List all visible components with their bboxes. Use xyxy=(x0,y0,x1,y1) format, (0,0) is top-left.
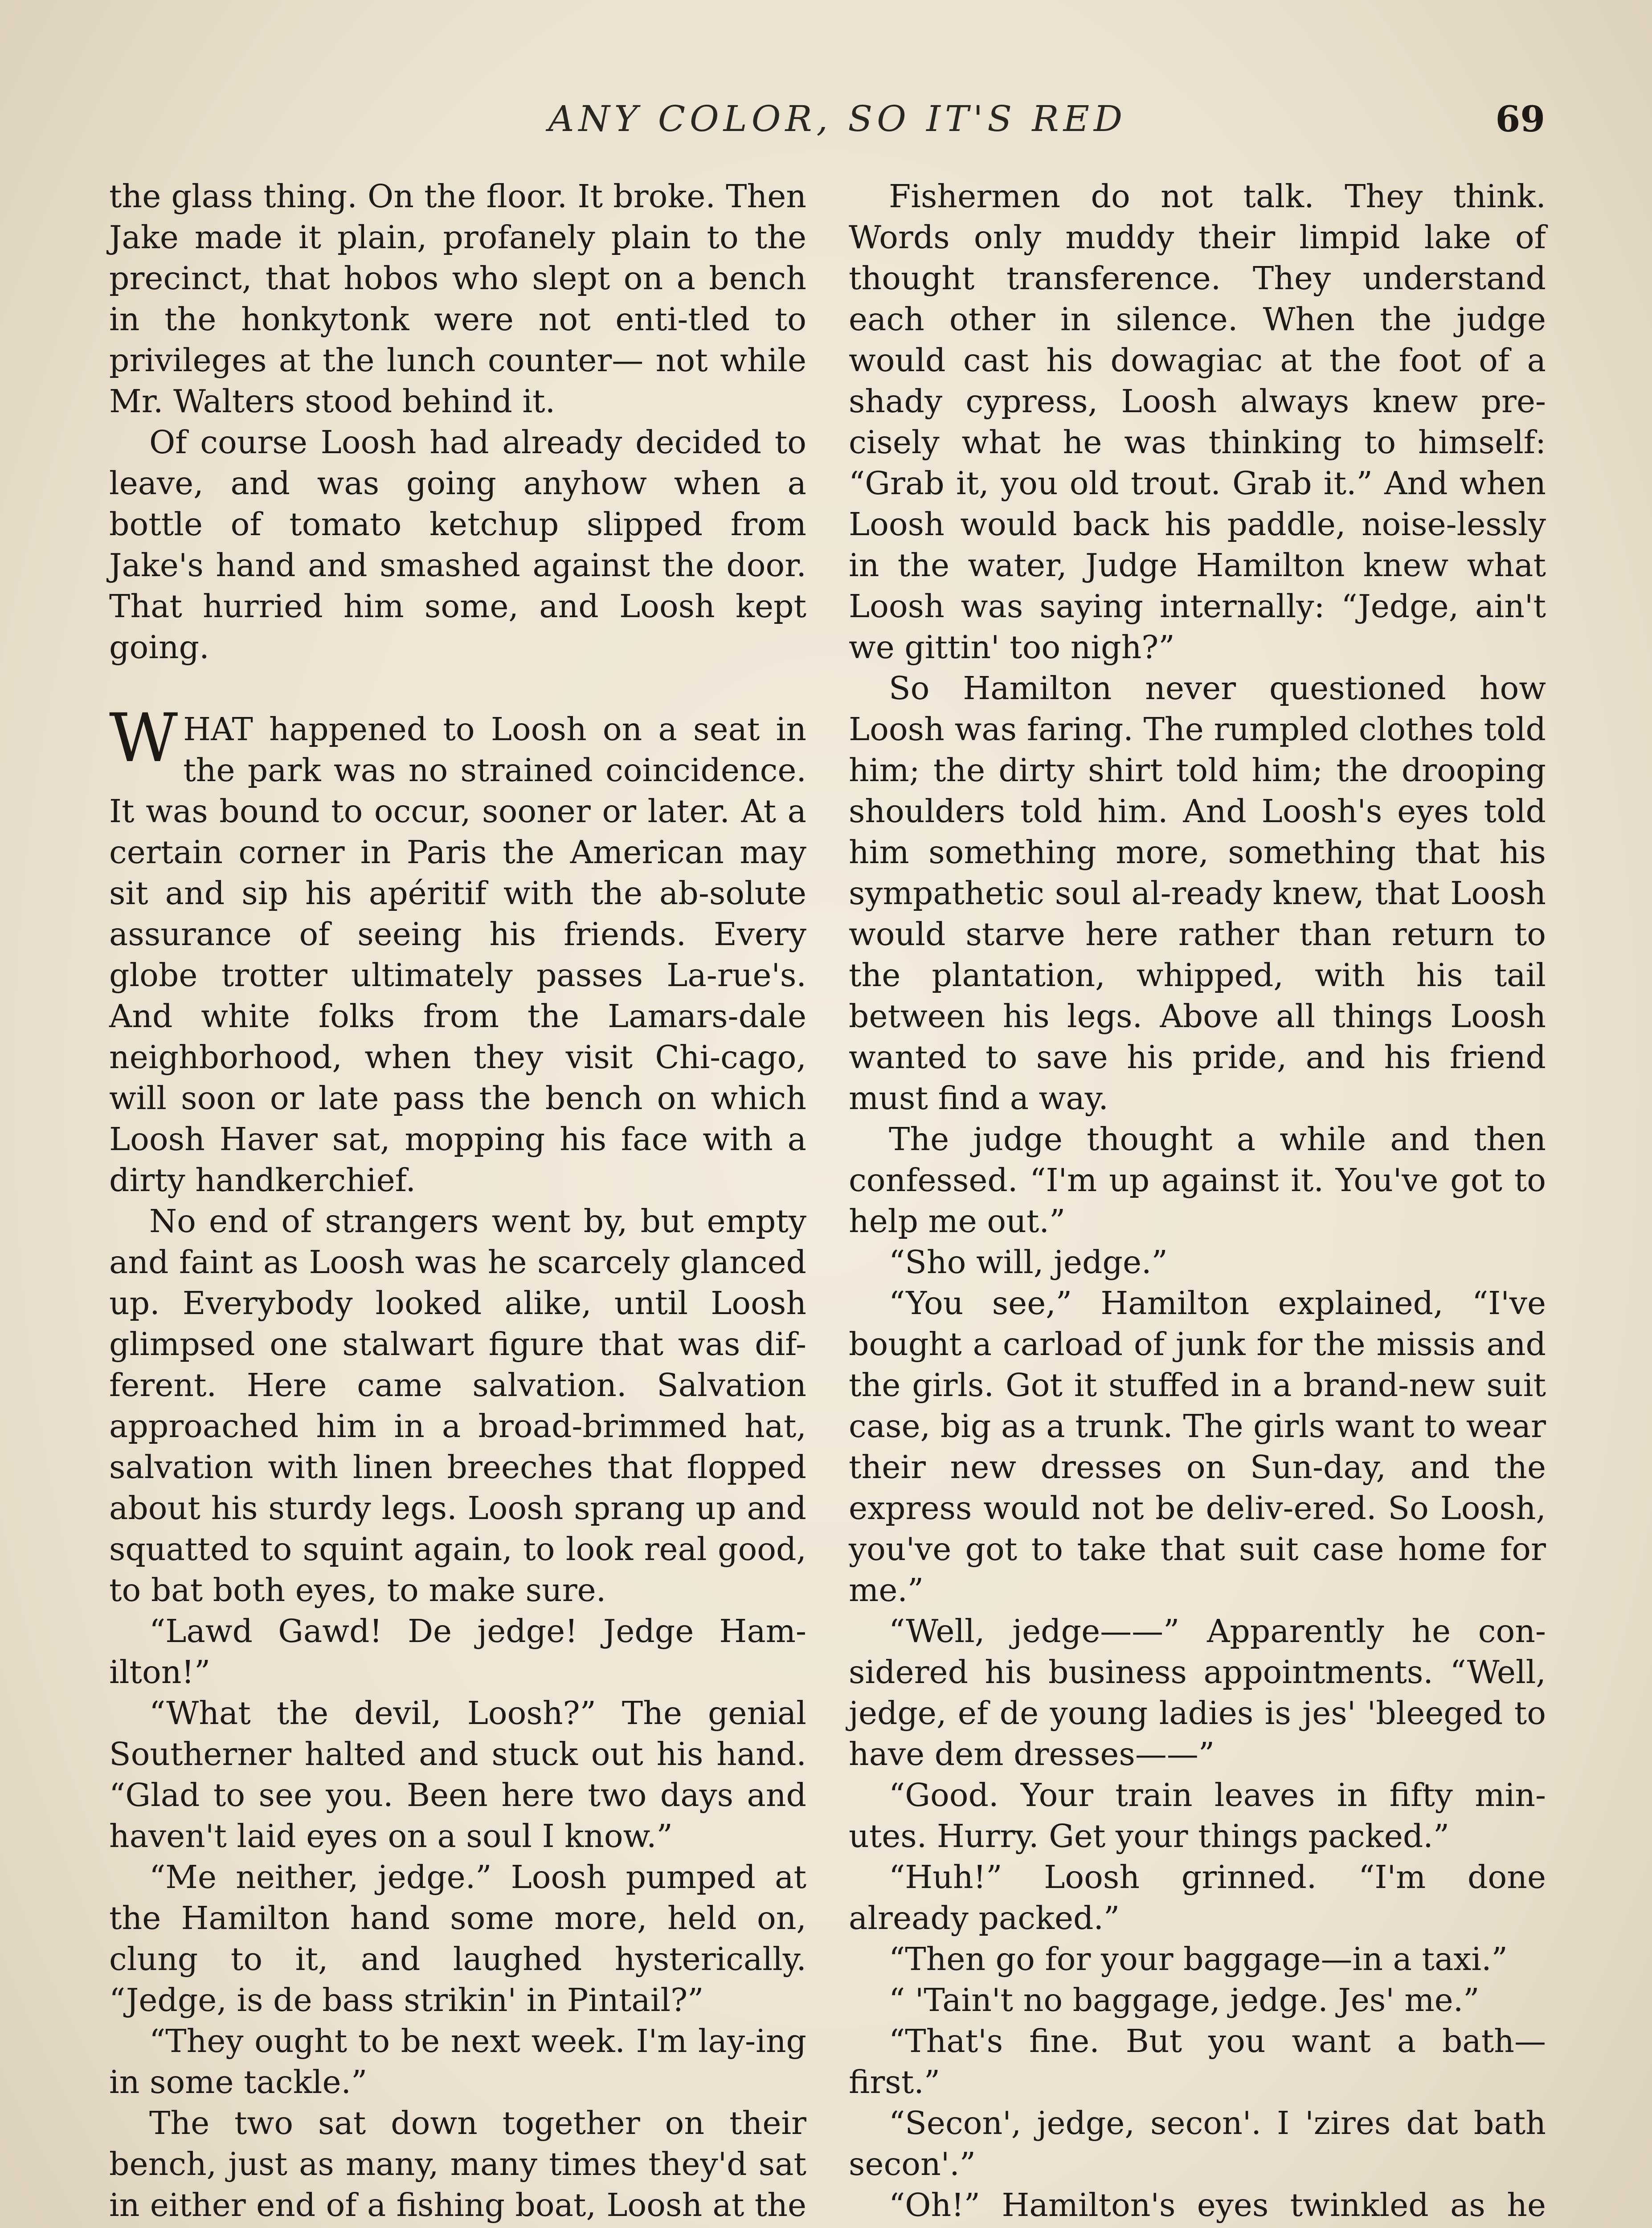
paragraph: No end of strangers went by, but empty and faint as Loosh was he scarcely glanced up. Everybody looked alike, until Loosh glimpsed one stalwart figure that was dif-ferent. Here came salvation. Salvation approached him in a broad-brimmed hat, salvation with linen breeches that flopped about his sturdy legs. Loosh sprang up and squatted to squint again, to look real good, to bat both eyes, to make sure. xyxy=(109,1203,806,1609)
paragraph: “ 'Tain't no baggage, jedge. Jes' me.” xyxy=(889,1982,1480,2019)
paragraph: the glass thing. On the floor. It broke. Then Jake made it plain, profanely plain to the precinct, that hobos who slept on a bench in the honkytonk were not enti-tled to privileges at the lunch counter— not while Mr. Walters stood behind it. xyxy=(109,178,806,420)
paragraph: “Lawd Gawd! De jedge! Jedge Ham-ilton!” xyxy=(109,1613,806,1691)
paragraph: “Me neither, jedge.” Loosh pumped at the Hamilton hand some more, held on, clung to it, and laughed hysterically. “Jedge, is de bass strikin' in Pintail?” xyxy=(109,1859,806,2019)
paragraph: “What the devil, Loosh?” The genial Southerner halted and stuck out his hand. “Glad to see you. Been here two days and haven't laid eyes on a soul I know.” xyxy=(109,1695,806,1855)
running-header xyxy=(0,89,1652,147)
paragraph: The two sat down together on their bench, just as many, many times they'd sat in either end of a fishing boat, Loosh at the xyxy=(109,2105,806,2224)
paragraph: “They ought to be next week. I'm lay-ing in some tackle.” xyxy=(109,2023,806,2101)
paragraph: “That's fine. But you want a bath— first.” xyxy=(849,2023,1546,2101)
paragraph: “Secon', jedge, secon'. I 'zires dat bath secon'.” xyxy=(849,2105,1546,2183)
paragraph-text: HAT happened to Loosh on a seat in the park was no strained coincidence. It was bound to occur, sooner or later. At a certain corner in Paris the American may sit and sip his apéritif with the ab-solute assurance of seeing his friends. Every globe trotter ultimately passes La-rue's. And white folks from the Lamars-dale neighborhood, when they visit Chi-cago, will soon or late pass the bench on which Loosh Haver sat, mopping his face with a dirty handkerchief. xyxy=(109,711,806,1199)
paragraph: The judge thought a while and then confessed. “I'm up against it. You've got to help me out.” xyxy=(849,1121,1546,1240)
paragraph: “Huh!” Loosh grinned. “I'm done already packed.” xyxy=(849,1859,1546,1937)
paragraph: “Sho will, jedge.” xyxy=(889,1244,1168,1281)
paragraph: “Well, jedge——” Apparently he con-sidered his business appointments. “Well, jedge, ef de young ladies is jes' 'bleeged to have dem dresses——” xyxy=(849,1613,1546,1773)
left-column xyxy=(109,176,806,2228)
paragraph: “Oh!” Hamilton's eyes twinkled as he xyxy=(889,2187,1546,2224)
paragraph: “You see,” Hamilton explained, “I've bought a carload of junk for the missis and the girls. Got it stuffed in a brand-new suit case, big as a trunk. The girls want to wear their new dresses on Sun-day, and the express would not be deliv-ered. So Loosh, you've got to take that suit case home for me.” xyxy=(849,1285,1546,1609)
running-title: ANY COLOR, SO IT'S RED xyxy=(548,98,1127,139)
paragraph: Fishermen do not talk. They think. Words only muddy their limpid lake of thought transference. They understand each other in silence. When the judge would cast his dowagiac at the foot of a shady cypress, Loosh always knew pre-cisely what he was thinking to himself: “Grab it, you old trout. Grab it.” And when Loosh would back his paddle, noise-lessly in the water, Judge Hamilton knew what Loosh was saying internally: “Jedge, ain't we gittin' too nigh?” xyxy=(849,178,1546,666)
right-column xyxy=(849,176,1546,2228)
paragraph: So Hamilton never questioned how Loosh was faring. The rumpled clothes told him; the dirty shirt told him; the drooping shoulders told him. And Loosh's eyes told him something more, something that his sympathetic soul al-ready knew, that Loosh would starve here rather than return to the plantation, whipped, with his tail between his legs. Above all things Loosh wanted to save his pride, and his friend must find a way. xyxy=(849,670,1546,1117)
paragraph: Of course Loosh had already decided to leave, and was going anyhow when a bottle of tomato ketchup slipped from Jake's hand and smashed against the door. That hurried him some, and Loosh kept going. xyxy=(109,424,806,666)
page-number: 69 xyxy=(1495,98,1545,140)
section-opening-paragraph xyxy=(109,700,806,1201)
drop-cap: W xyxy=(109,700,178,777)
paragraph: “Good. Your train leaves in fifty min-utes. Hurry. Get your things packed.” xyxy=(849,1777,1546,1855)
paragraph: “Then go for your baggage—in a taxi.” xyxy=(889,1941,1508,1978)
